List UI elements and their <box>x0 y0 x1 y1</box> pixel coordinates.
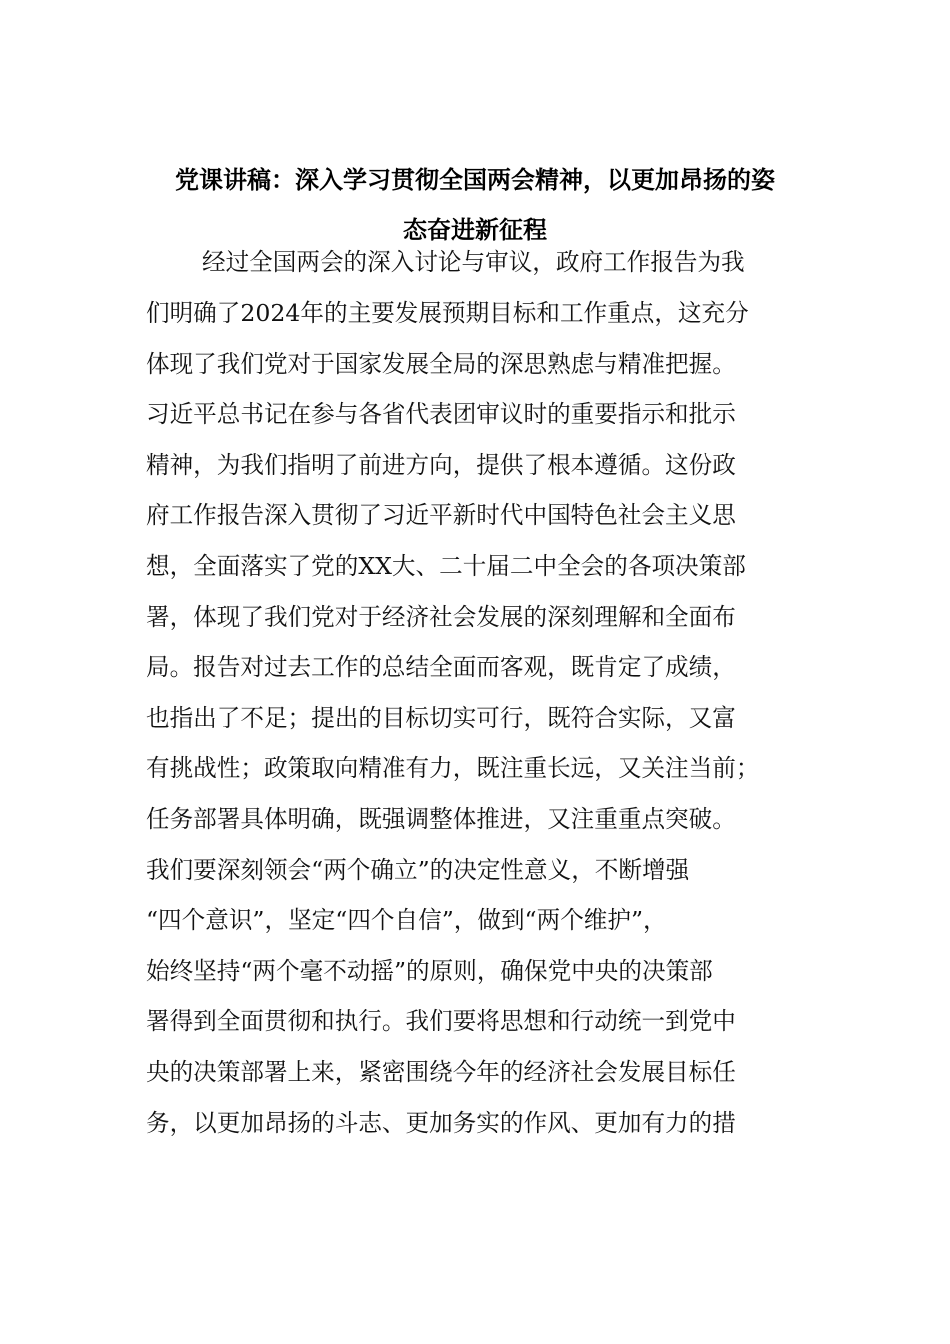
body-line: 任务部署具体明确，既强调整体推进，又注重重点突破。 <box>146 805 736 833</box>
body-line: 府工作报告深入贯彻了习近平新时代中国特色社会主义思 <box>146 501 736 529</box>
body-line: 经过全国两会的深入讨论与审议，政府工作报告为我 <box>202 248 745 276</box>
document-title-line-1: 党课讲稿：深入学习贯彻全国两会精神，以更加昂扬的姿 <box>175 165 775 194</box>
body-line: 体现了我们党对于国家发展全局的深思熟虑与精准把握。 <box>146 350 736 378</box>
body-line: 也指出了不足；提出的目标切实可行，既符合实际，又富 <box>146 704 736 732</box>
body-line: 始终坚持“两个毫不动摇”的原则，确保党中央的决策部 <box>146 957 713 985</box>
document-title-line-2: 态奋进新征程 <box>403 215 547 244</box>
body-line: 习近平总书记在参与各省代表团审议时的重要指示和批示 <box>146 400 736 428</box>
body-line: “四个意识”，坚定“四个自信”，做到“两个维护”， <box>146 906 667 934</box>
body-line: 局。报告对过去工作的总结全面而客观，既肯定了成绩， <box>146 653 736 681</box>
body-line: 想，全面落实了党的XX大、二十届二中全会的各项决策部 <box>146 552 746 580</box>
body-line: 有挑战性；政策取向精准有力，既注重长远，又关注当前； <box>146 754 760 782</box>
body-line: 署，体现了我们党对于经济社会发展的深刻理解和全面布 <box>146 603 736 631</box>
body-line: 我们要深刻领会“两个确立”的决定性意义，不断增强 <box>146 856 690 884</box>
body-line: 精神，为我们指明了前进方向，提供了根本遵循。这份政 <box>146 451 736 479</box>
body-line: 们明确了2024年的主要发展预期目标和工作重点，这充分 <box>146 299 749 327</box>
body-line: 务，以更加昂扬的斗志、更加务实的作风、更加有力的措 <box>146 1109 736 1137</box>
body-line: 央的决策部署上来，紧密围绕今年的经济社会发展目标任 <box>146 1058 736 1086</box>
body-line: 署得到全面贯彻和执行。我们要将思想和行动统一到党中 <box>146 1007 736 1035</box>
